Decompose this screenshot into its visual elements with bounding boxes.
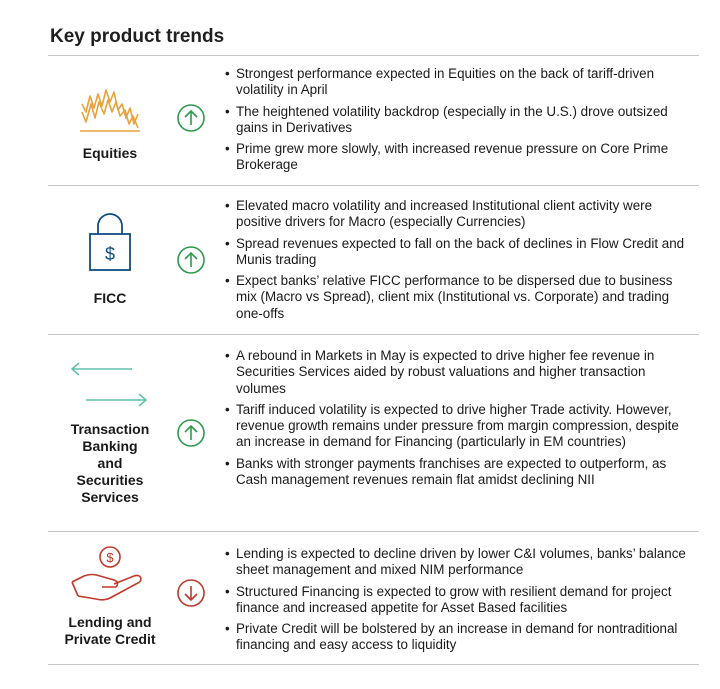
list-item: • A rebound in Markets in May is expected to drive higher fee revenue in Securities Services aided by robust valuations and higher transaction volumes <box>225 348 695 397</box>
list-item: • Private Credit will be bolstered by an increase in demand for nontraditional financing and easy access to liquidity <box>225 621 695 654</box>
dollar-padlock-icon <box>48 208 172 272</box>
list-item: • Structured Financing is expected to grow with resilient demand for project finance and increased appetite for Asset Based facilities <box>225 584 695 617</box>
section-ficc <box>48 186 699 334</box>
up-arrow-icon <box>176 103 206 133</box>
label-line: Lending and <box>68 614 152 630</box>
list-item: • Strongest performance expected in Equities on the back of tariff-driven volatility in April <box>225 66 695 99</box>
bullet-list <box>225 348 695 493</box>
label-line: Banking <box>82 438 138 454</box>
bullet-list <box>225 546 695 659</box>
list-item: • Tariff induced volatility is expected to drive higher Trade activity. However, revenue growth remains under pressure from margin compression, despite an increase in demand for Financing (particularly in EM countries) <box>225 402 695 451</box>
section-transaction-banking <box>48 335 699 531</box>
section-lending <box>48 532 699 664</box>
category-label-lending <box>48 614 172 648</box>
up-arrow-icon <box>176 418 206 448</box>
page-title: Key product trends <box>50 26 225 47</box>
label-line: Securities <box>76 472 144 488</box>
section-equities <box>48 56 699 185</box>
label-line: and <box>97 455 123 471</box>
list-item: • Prime grew more slowly, with increased revenue pressure on Core Prime Brokerage <box>225 141 695 174</box>
category-label-transaction-banking <box>48 421 172 506</box>
bullet-list <box>225 198 695 327</box>
list-item: • The heightened volatility backdrop (especially in the U.S.) drove outsized gains in Derivatives <box>225 104 695 137</box>
svg-text:$: $ <box>104 244 116 264</box>
divider <box>48 664 699 665</box>
down-arrow-icon <box>176 578 206 608</box>
category-label-ficc: FICC <box>93 290 127 306</box>
up-arrow-icon <box>176 245 206 275</box>
list-item: • Elevated macro volatility and increased Institutional client activity were positive drivers for Macro (especially Currencies) <box>225 198 695 231</box>
category-label-equities: Equities <box>82 145 138 161</box>
exchange-arrows-icon <box>48 357 172 415</box>
label-line: Services <box>81 489 139 505</box>
list-item: • Lending is expected to decline driven by lower C&I volumes, banks’ balance sheet management and mixed NIM performance <box>225 546 695 579</box>
bullet-list <box>225 66 695 179</box>
svg-text:$: $ <box>106 550 114 565</box>
hand-with-coin-icon <box>48 542 172 610</box>
volatility-chart-icon <box>48 74 172 134</box>
list-item: • Spread revenues expected to fall on the back of declines in Flow Credit and Munis trading <box>225 236 695 269</box>
list-item: • Expect banks’ relative FICC performance to be dispersed due to business mix (Macro vs Spread), client mix (Institutional vs. Corporate) and trading one-offs <box>225 273 695 322</box>
label-line: Private Credit <box>64 631 156 647</box>
list-item: • Banks with stronger payments franchises are expected to outperform, as Cash management revenues remain flat amidst declining NII <box>225 456 695 489</box>
label-line: Transaction <box>70 421 150 437</box>
